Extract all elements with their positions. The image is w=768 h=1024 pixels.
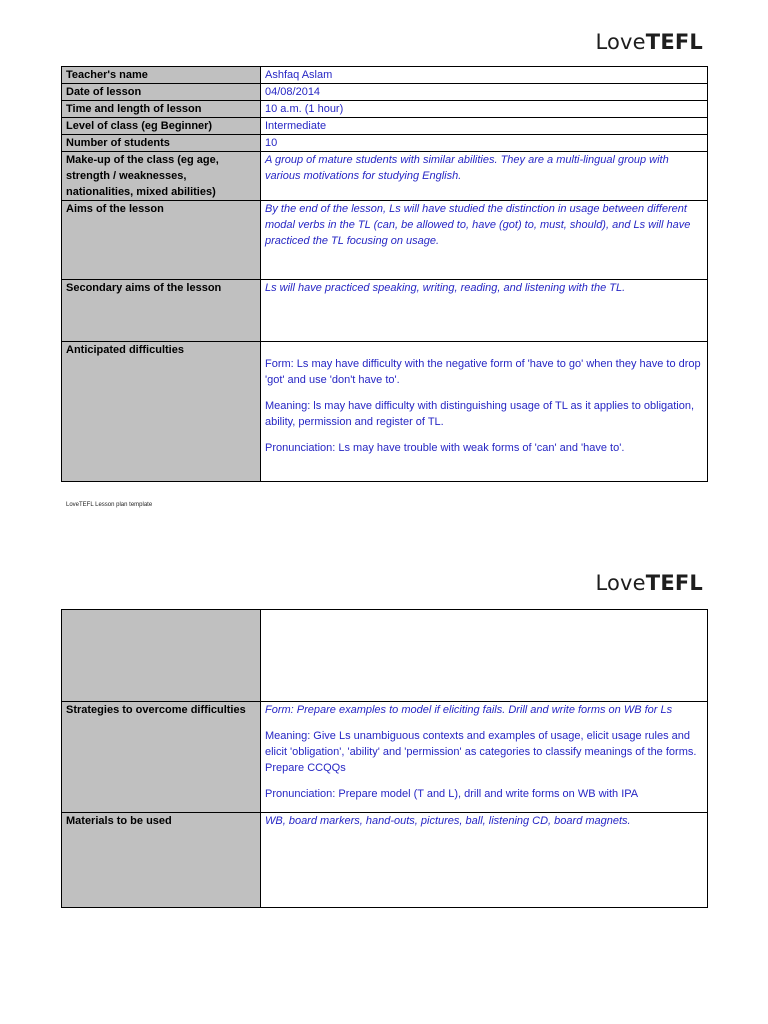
logo-text-light: Love bbox=[595, 571, 646, 595]
date-value: 04/08/2014 bbox=[261, 84, 708, 101]
strategy-meaning: Meaning: Give Ls unambiguous contexts and examples of usage, elicit usage rules and elicit 'obligation', 'ability' and 'permission' as categories to classify meanings of the forms. Prepare CCQQs bbox=[265, 730, 697, 774]
students-value: 10 bbox=[261, 135, 708, 152]
teacher-name-value: Ashfaq Aslam bbox=[261, 67, 708, 84]
aims-value: By the end of the lesson, Ls will have studied the distinction in usage between different modal verbs in the TL (can, be allowed to, have (got) to, must, should), and Ls will have practiced the TL focusing on usage. bbox=[261, 201, 708, 280]
level-label: Level of class (eg Beginner) bbox=[62, 118, 261, 135]
makeup-label: Make-up of the class (eg age, strength / weaknesses, nationalities, mixed abilities) bbox=[62, 152, 261, 201]
logo-text-bold: TEFL bbox=[645, 30, 703, 54]
materials-label: Materials to be used bbox=[62, 813, 261, 908]
lovetefl-logo bbox=[595, 32, 703, 53]
difficulties-value bbox=[261, 342, 708, 482]
strategies-value bbox=[261, 702, 708, 813]
difficulty-pronunciation: Pronunciation: Ls may have trouble with weak forms of 'can' and 'have to'. bbox=[265, 442, 625, 454]
lesson-plan-table-page1 bbox=[61, 66, 708, 482]
strategies-label: Strategies to overcome difficulties bbox=[62, 702, 261, 813]
teacher-name-label: Teacher's name bbox=[62, 67, 261, 84]
time-value: 10 a.m. (1 hour) bbox=[261, 101, 708, 118]
makeup-value: A group of mature students with similar abilities. They are a multi-lingual group with various motivations for studying English. bbox=[261, 152, 708, 201]
continued-value-cell bbox=[261, 610, 708, 702]
secondary-aims-value: Ls will have practiced speaking, writing, reading, and listening with the TL. bbox=[261, 280, 708, 342]
time-label: Time and length of lesson bbox=[62, 101, 261, 118]
students-label: Number of students bbox=[62, 135, 261, 152]
logo-text-bold: TEFL bbox=[645, 571, 703, 595]
strategy-form: Form: Prepare examples to model if eliciting fails. Drill and write forms on WB for Ls bbox=[265, 704, 673, 716]
aims-label: Aims of the lesson bbox=[62, 201, 261, 280]
continued-label-cell bbox=[62, 610, 261, 702]
logo-text-light: Love bbox=[595, 30, 646, 54]
strategy-pronunciation: Pronunciation: Prepare model (T and L), drill and write forms on WB with IPA bbox=[265, 788, 639, 800]
secondary-aims-label: Secondary aims of the lesson bbox=[62, 280, 261, 342]
date-label: Date of lesson bbox=[62, 84, 261, 101]
lesson-plan-table-page2 bbox=[61, 609, 708, 908]
difficulty-meaning: Meaning: ls may have difficulty with distinguishing usage of TL as it applies to obligation, ability, permission and register of TL. bbox=[265, 400, 695, 428]
difficulties-label: Anticipated difficulties bbox=[62, 342, 261, 482]
difficulty-form: Form: Ls may have difficulty with the negative form of 'have to go' when they have to drop 'got' and use 'don't have to'. bbox=[265, 358, 701, 386]
lovetefl-logo bbox=[595, 573, 703, 594]
level-value: Intermediate bbox=[261, 118, 708, 135]
template-footer: LoveTEFL Lesson plan template bbox=[66, 502, 153, 508]
materials-value: WB, board markers, hand-outs, pictures, ball, listening CD, board magnets. bbox=[261, 813, 708, 908]
